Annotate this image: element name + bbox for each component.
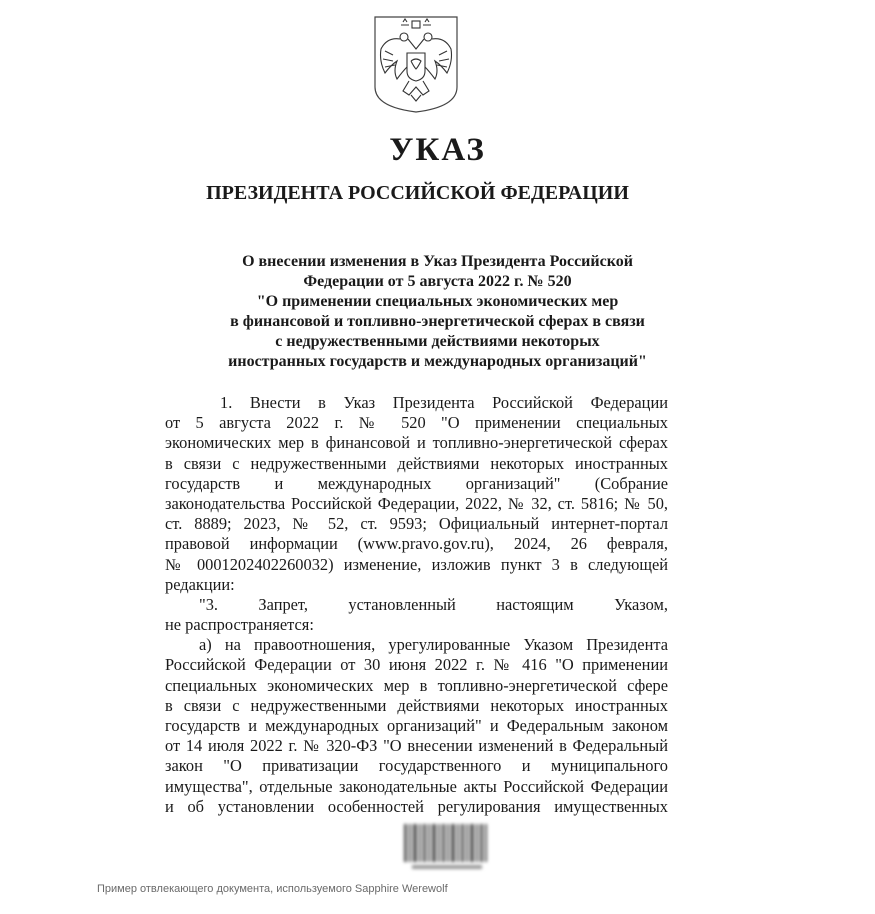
document-title: УКАЗ (389, 132, 486, 168)
heading-line: О внесении изменения в Указ Президента Российской (242, 253, 633, 270)
body-line: государств и международных организаций" и Федеральным законом (165, 716, 668, 735)
body-line: Российской Федерации от 30 июня 2022 г. № 416 "О применении (165, 655, 668, 675)
body-line: а) на правоотношения, урегулированные Указом Президента (199, 635, 668, 655)
body-line: специальных экономических мер в топливно-энергетической сфере (165, 675, 668, 695)
body-line: экономических мер в финансовой и топливно-энергетической сферах (165, 433, 668, 453)
body-line: не распространяется: (165, 615, 314, 635)
body-line: 1. Внести в Указ Президента Российской Федерации (220, 393, 668, 412)
image-caption: Пример отвлекающего документа, используемого Sapphire Werewolf (97, 883, 448, 895)
barcode-icon (402, 820, 494, 872)
body-line: закон "О приватизации государственного и муниципального (165, 756, 668, 776)
body-line: в связи с недружественными действиями некоторых иностранных (165, 453, 668, 473)
body-line: № 0001202402260032) изменение, изложив пункт 3 в следующей (165, 554, 668, 574)
body-line: редакции: (165, 574, 235, 594)
coat-of-arms-emblem-icon (373, 15, 459, 113)
heading-line: Федерации от 5 августа 2022 г. № 520 (303, 273, 572, 290)
body-line: законодательства Российской Федерации, 2022, № 32, ст. 5816; № 50, (165, 493, 668, 513)
decree-heading (170, 252, 705, 372)
heading-line: с недружественными действиями некоторых (275, 333, 600, 350)
body-line: ст. 8889; 2023, № 52, ст. 9593; Официальный интернет-портал (165, 514, 668, 534)
body-line: от 5 августа 2022 г. № 520 "О применении специальных (165, 413, 668, 433)
heading-line: в финансовой и топливно-энергетической сферах в связи (230, 313, 645, 330)
body-line: от 14 июля 2022 г. № 320-ФЗ "О внесении изменений в Федеральный (165, 736, 668, 756)
body-line: и об установлении особенностей регулирования имущественных (165, 796, 668, 816)
document-subtitle: ПРЕЗИДЕНТА РОССИЙСКОЙ ФЕДЕРАЦИИ (206, 182, 629, 204)
heading-line: иностранных государств и международных организаций" (228, 353, 647, 370)
body-line: имущества", отдельные законодательные акты Российской Федерации (165, 776, 668, 796)
body-line: государств и международных организаций" (Собрание (165, 473, 668, 493)
body-line: в связи с недружественными действиями некоторых иностранных (165, 695, 668, 715)
body-line: правовой информации (www.pravo.gov.ru), 2024, 26 февраля, (165, 534, 668, 554)
heading-line: "О применении специальных экономических мер (256, 293, 619, 310)
body-line: "3. Запрет, установленный настоящим Указом, (199, 594, 668, 614)
decree-body (165, 393, 668, 817)
